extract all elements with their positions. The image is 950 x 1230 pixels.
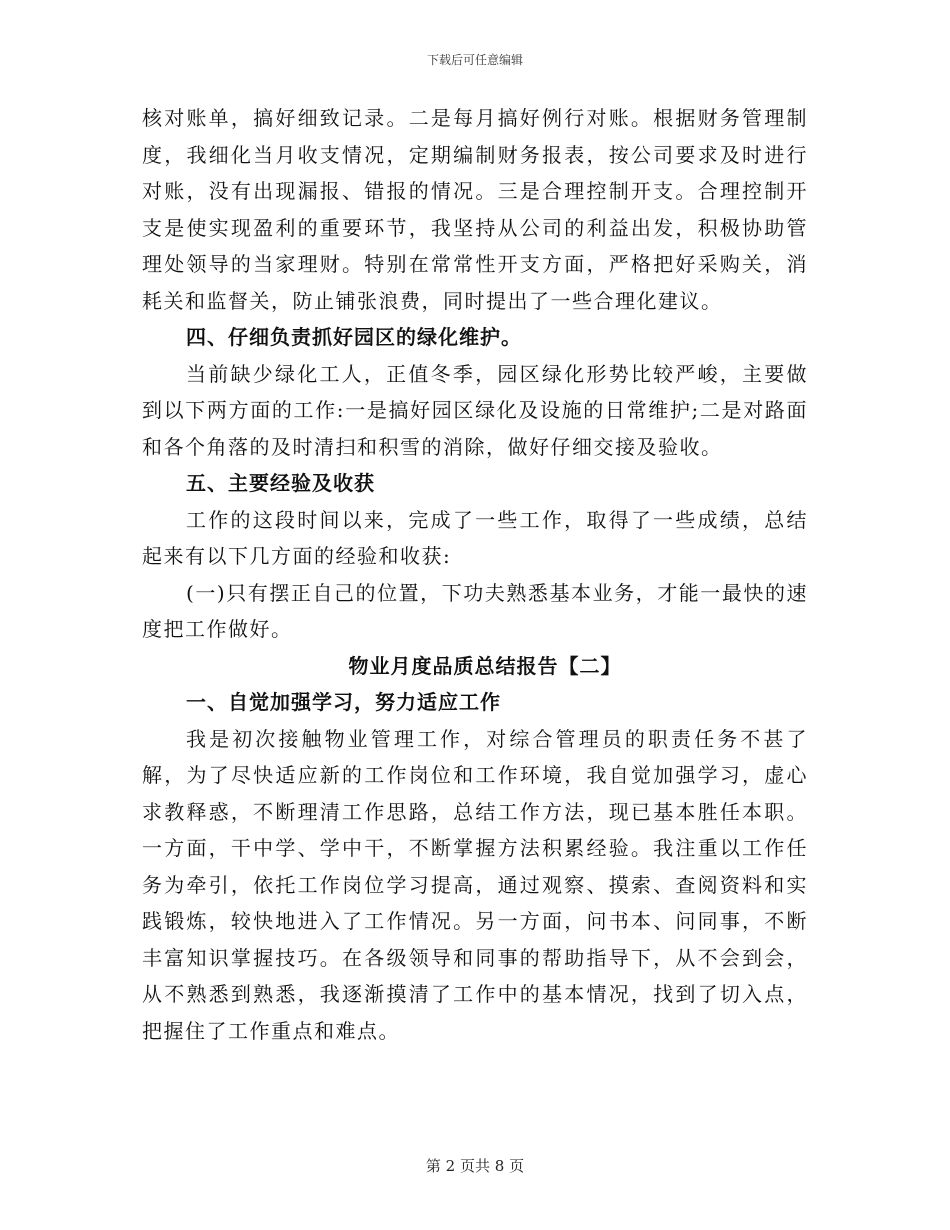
paragraph-accounting: 核对账单，搞好细致记录。二是每月搞好例行对账。根据财务管理制度，我细化当月收支情况，定期编制财务报表，按公司要求及时进行对账，没有出现漏报、错报的情况。三是合理控制开支。合理控制开支是使实现盈利的重要环节，我坚持从公司的利益出发，积极协助管理处领导的当家理财。特别在常常性开支方面，严格把好采购关，消耗关和监督关，防止铺张浪费，同时提出了一些合理化建议。 (142, 106, 808, 313)
section-heading-greening: 四、仔细负责抓好园区的绿化维护。 (186, 325, 522, 349)
document-body (142, 100, 808, 1049)
paragraph-greening: 当前缺少绿化工人，正值冬季，园区绿化形势比较严峻，主要做到以下两方面的工作:一是搞好园区绿化及设施的日常维护;二是对路面和各个角落的及时清扫和积雪的消除，做好仔细交接及验收。 (142, 361, 808, 459)
paragraph-study: 我是初次接触物业管理工作，对综合管理员的职责任务不甚了解，为了尽快适应新的工作岗位和工作环境，我自觉加强学习，虚心求教释惑，不断理清工作思路，总结工作方法，现已基本胜任本职。一方面，干中学、学中干，不断掌握方法积累经验。我注重以工作任务为牵引，依托工作岗位学习提高，通过观察、摸索、查阅资料和实践锻炼，较快地进入了工作情况。另一方面，问书本、问同事，不断丰富知识掌握技巧。在各级领导和同事的帮助指导下，从不会到会，从不熟悉到熟悉，我逐渐摸清了工作中的基本情况，找到了切入点，把握住了工作重点和难点。 (142, 726, 808, 1043)
paragraph-experience-intro: 工作的这段时间以来，完成了一些工作，取得了一些成绩，总结起来有以下几方面的经验和收获: (142, 507, 808, 568)
page-header: 下载后可任意编辑 (426, 53, 523, 67)
report-title: 物业月度品质总结报告【二】 (348, 653, 622, 678)
paragraph-experience-one: (一)只有摆正自己的位置，下功夫熟悉基本业务，才能一最快的速度把工作做好。 (142, 580, 808, 641)
page-footer: 第 2 页共 8 页 (425, 1157, 525, 1175)
section-heading-study: 一、自觉加强学习，努力适应工作 (186, 690, 501, 714)
section-heading-experience: 五、主要经验及收获 (186, 471, 375, 495)
